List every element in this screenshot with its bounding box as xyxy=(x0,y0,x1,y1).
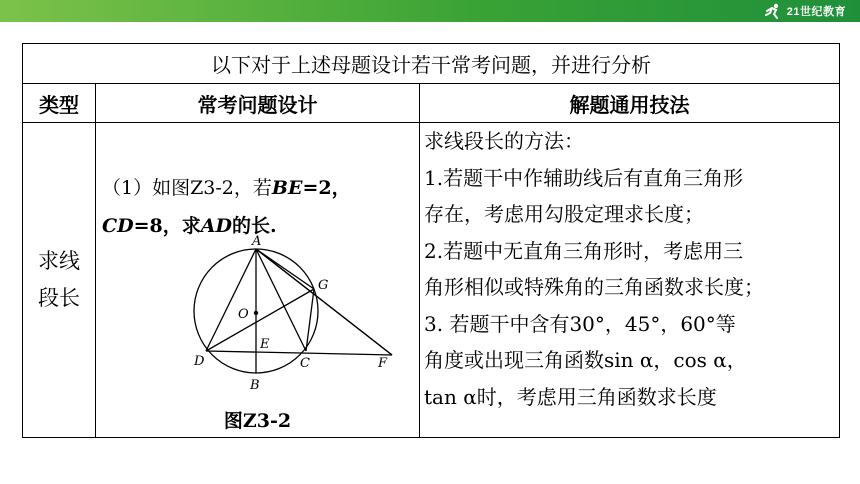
label-a: A xyxy=(252,234,262,249)
category-line-1: 求线 xyxy=(38,249,80,273)
label-o: O xyxy=(238,307,249,322)
runner-icon xyxy=(763,3,783,19)
category-line-2: 段长 xyxy=(38,286,80,310)
label-c: C xyxy=(300,356,310,371)
technique-line: 存在，考虑用勾股定理求长度； xyxy=(424,202,704,226)
technique-line: 1.若题干中作辅助线后有直角三角形 xyxy=(424,165,744,190)
segment-be: BE xyxy=(271,177,303,199)
question-part-3: =8，求 xyxy=(133,215,201,237)
technique-line: 求线段长的方法： xyxy=(424,129,584,153)
question-part-4: 的长. xyxy=(231,215,277,237)
label-f: F xyxy=(378,356,388,371)
question-part-2: =2， xyxy=(302,177,351,199)
column-header-technique: 解题通用技法 xyxy=(420,84,840,123)
label-g: G xyxy=(318,278,329,293)
brand-logo-text: 21世纪教育 xyxy=(786,6,846,18)
label-b: B xyxy=(250,378,260,393)
analysis-table xyxy=(22,43,840,438)
technique-line: 2.若题中无直角三角形时，考虑用三 xyxy=(424,238,744,263)
question-part-1: （1）如图Z3-2，若 xyxy=(102,177,272,199)
technique-line: tan α时，考虑用三角函数求长度 xyxy=(424,384,717,409)
header-bar xyxy=(0,0,860,22)
geometry-figure xyxy=(160,233,400,398)
label-d: D xyxy=(194,354,205,369)
question-cell xyxy=(96,123,420,438)
column-header-type: 类型 xyxy=(23,84,96,123)
technique-text xyxy=(424,123,839,415)
technique-line: 3. 若题干中含有30°，45°，60°等 xyxy=(424,311,736,336)
technique-cell xyxy=(420,123,840,438)
brand-logo xyxy=(763,2,846,20)
segment-cd: CD xyxy=(102,215,134,237)
segment-ad: AD xyxy=(200,215,232,237)
figure-caption: 图Z3-2 xyxy=(223,410,292,432)
technique-line: 角形相似或特殊角的三角函数求长度； xyxy=(424,275,764,299)
label-e: E xyxy=(260,337,270,352)
category-cell xyxy=(23,123,96,438)
table-title: 以下对于上述母题设计若干常考问题，并进行分析 xyxy=(23,44,840,84)
column-header-question: 常考问题设计 xyxy=(96,84,420,123)
technique-line: 角度或出现三角函数sin α，cos α， xyxy=(424,348,747,372)
